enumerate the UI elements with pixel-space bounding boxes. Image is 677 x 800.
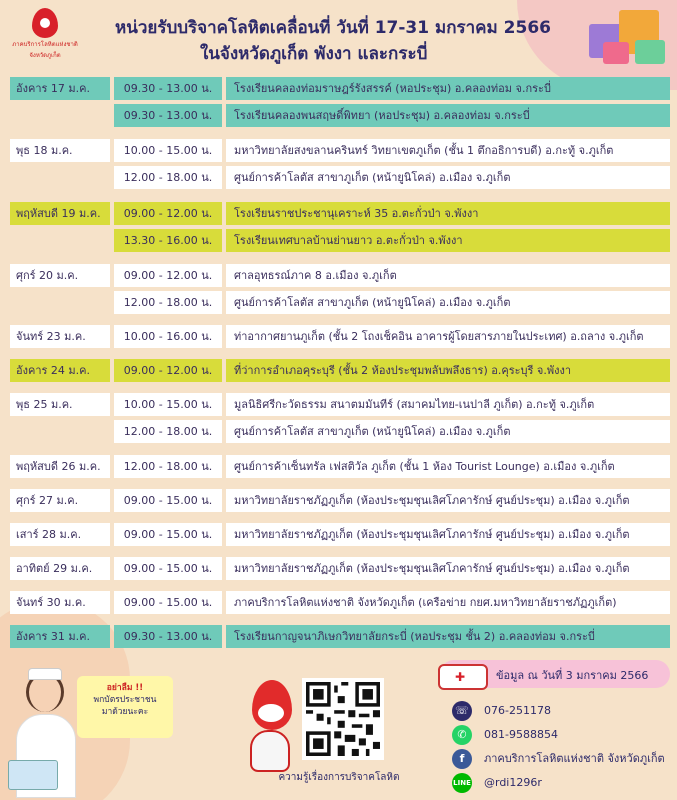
- schedule-place: ศูนย์การค้าโลตัส สาขาภูเก็ต (หน้ายูนิโคล่) อ.เมือง จ.ภูเก็ต: [226, 420, 670, 443]
- schedule-place: โรงเรียนกาญจนาภิเษกวิทยาลัยกระบี่ (หอประชุม ชั้น 2) อ.คลองท่อม จ.กระบี่: [226, 625, 670, 648]
- schedule-time: 09.30 - 13.00 น.: [114, 77, 222, 100]
- schedule-place: ที่ว่าการอำเภอคุระบุรี (ชั้น 2 ห้องประชุมพลับพลึงธาร) อ.คุระบุรี จ.พังงา: [226, 359, 670, 382]
- schedule-place: มูลนิธิศรีกะวัดธรรม สนาตมมันทีร์ (สมาคมไทย-เนปาลี ภูเก็ต) อ.กะทู้ จ.ภูเก็ต: [226, 393, 670, 416]
- schedule-day: ศุกร์ 20 ม.ค.: [10, 264, 110, 287]
- schedule-place: โรงเรียนคลองพนสฤษดิ์พิทยา (หอประชุม) อ.คลองท่อม จ.กระบี่: [226, 104, 670, 127]
- schedule-day: อาทิตย์ 29 ม.ค.: [10, 557, 110, 580]
- schedule-place: ศูนย์การค้าเซ็นทรัล เฟสติวัล ภูเก็ต (ชั้น 1 ห้อง Tourist Lounge) อ.เมือง จ.ภูเก็ต: [226, 455, 670, 478]
- schedule-day: [10, 291, 110, 314]
- contact-line[interactable]: [452, 772, 542, 794]
- schedule-row: [10, 229, 670, 252]
- schedule-row: [10, 291, 670, 314]
- schedule-place: โรงเรียนเทศบาลบ้านย่านยาว อ.ตะกั่วป่า จ.พังงา: [226, 229, 670, 252]
- schedule-time: 09.30 - 13.00 น.: [114, 625, 222, 648]
- schedule-row: [10, 202, 670, 225]
- schedule-time: 12.00 - 18.00 น.: [114, 420, 222, 443]
- contact-whatsapp[interactable]: [452, 724, 558, 746]
- schedule-day: อังคาร 24 ม.ค.: [10, 359, 110, 382]
- schedule-time: 10.00 - 15.00 น.: [114, 393, 222, 416]
- schedule-time: 10.00 - 16.00 น.: [114, 325, 222, 348]
- page-title: หน่วยรับบริจาคโลหิตเคลื่อนที่ วันที่ 17-31 มกราคม 2566: [115, 18, 551, 38]
- schedule-row: [10, 455, 670, 478]
- schedule-row: [10, 625, 670, 648]
- schedule-time: 12.00 - 18.00 น.: [114, 166, 222, 189]
- schedule-place: โรงเรียนราชประชานุเคราะห์ 35 อ.ตะกั่วป่า จ.พังงา: [226, 202, 670, 225]
- qr-code-icon: [306, 682, 380, 756]
- schedule-day: [10, 229, 110, 252]
- reminder-text: พกบัตรประชาชน: [93, 695, 157, 705]
- schedule-place: มหาวิทยาลัยราชภัฏภูเก็ต (ห้องประชุมชุนเลิศโภคารักษ์ ศูนย์ประชุม) อ.เมือง จ.ภูเก็ต: [226, 557, 670, 580]
- contact-text: 081-9588854: [484, 728, 558, 741]
- schedule-day: จันทร์ 23 ม.ค.: [10, 325, 110, 348]
- schedule-time: 09.00 - 12.00 น.: [114, 202, 222, 225]
- schedule-time: 09.00 - 15.00 น.: [114, 591, 222, 614]
- schedule-row: [10, 104, 670, 127]
- page-subtitle: ในจังหวัดภูเก็ต พังงา และกระบี่: [200, 44, 428, 64]
- schedule-row: [10, 359, 670, 382]
- schedule-day: อังคาร 31 ม.ค.: [10, 625, 110, 648]
- qr-code[interactable]: [302, 678, 384, 760]
- schedule-place: ภาคบริการโลหิตแห่งชาติ จังหวัดภูเก็ต (เครือข่าย กยศ.มหาวิทยาลัยราชภัฏภูเก็ต): [226, 591, 670, 614]
- logo: [10, 8, 80, 68]
- schedule-time: 09.00 - 15.00 น.: [114, 523, 222, 546]
- schedule-row: [10, 264, 670, 287]
- schedule-place: ท่าอากาศยานภูเก็ต (ชั้น 2 โถงเช็คอิน อาคารผู้โดยสารภายในประเทศ) อ.ถลาง จ.ภูเก็ต: [226, 325, 670, 348]
- contact-facebook[interactable]: [452, 748, 665, 770]
- contact-phone[interactable]: [452, 700, 551, 722]
- schedule-row: [10, 325, 670, 348]
- header: [0, 0, 677, 72]
- logo-text: จังหวัดภูเก็ต: [29, 52, 61, 59]
- id-card-icon: [8, 760, 58, 790]
- schedule-row: [10, 393, 670, 416]
- logo-text: ภาคบริการโลหิตแห่งชาติ: [12, 41, 78, 48]
- schedule-time: 12.00 - 18.00 น.: [114, 291, 222, 314]
- schedule-day: พุธ 18 ม.ค.: [10, 139, 110, 162]
- schedule-day: [10, 420, 110, 443]
- blood-drop-icon: [32, 8, 58, 38]
- schedule-day: พฤหัสบดี 26 ม.ค.: [10, 455, 110, 478]
- contact-text: @rdi1296r: [484, 776, 542, 789]
- whatsapp-icon: ✆: [452, 725, 472, 745]
- facebook-icon: f: [452, 749, 472, 769]
- schedule-time: 10.00 - 15.00 น.: [114, 139, 222, 162]
- reminder-bubble: [77, 676, 173, 738]
- schedule-place: มหาวิทยาลัยราชภัฏภูเก็ต (ห้องประชุมชุนเลิศโภคารักษ์ ศูนย์ประชุม) อ.เมือง จ.ภูเก็ต: [226, 489, 670, 512]
- schedule-row: [10, 523, 670, 546]
- schedule-day: [10, 166, 110, 189]
- schedule-time: 09.00 - 15.00 น.: [114, 489, 222, 512]
- schedule-row: [10, 420, 670, 443]
- schedule-day: เสาร์ 28 ม.ค.: [10, 523, 110, 546]
- schedule-day: ศุกร์ 27 ม.ค.: [10, 489, 110, 512]
- info-date: ข้อมูล ณ วันที่ 3 มกราคม 2566: [496, 669, 649, 682]
- qr-caption: ความรู้เรื่องการบริจาคโลหิต: [278, 772, 400, 783]
- phone-icon: ☏: [452, 701, 472, 721]
- schedule-place: ศาลอุทธรณ์ภาค 8 อ.เมือง จ.ภูเก็ต: [226, 264, 670, 287]
- schedule-row: [10, 77, 670, 100]
- schedule-day: อังคาร 17 ม.ค.: [10, 77, 110, 100]
- gift-boxes-icon: [579, 2, 669, 68]
- schedule-place: โรงเรียนคลองท่อมราษฎร์รังสรรค์ (หอประชุม) อ.คลองท่อม จ.กระบี่: [226, 77, 670, 100]
- schedule-time: 09.00 - 15.00 น.: [114, 557, 222, 580]
- nurse-illustration: [8, 668, 80, 798]
- schedule-day: พุธ 25 ม.ค.: [10, 393, 110, 416]
- schedule-day: [10, 104, 110, 127]
- schedule-row: [10, 489, 670, 512]
- schedule-place: มหาวิทยาลัยสงขลานครินทร์ วิทยาเขตภูเก็ต (ชั้น 1 ตึกอธิการบดี) อ.กะทู้ จ.ภูเก็ต: [226, 139, 670, 162]
- schedule-time: 09.00 - 12.00 น.: [114, 264, 222, 287]
- contact-text: ภาคบริการโลหิตแห่งชาติ จังหวัดภูเก็ต: [484, 752, 665, 765]
- schedule-day: พฤหัสบดี 19 ม.ค.: [10, 202, 110, 225]
- reminder-text: มาด้วยนะคะ: [101, 707, 149, 717]
- schedule-row: [10, 139, 670, 162]
- reminder-heading: อย่าลืม !!: [106, 683, 144, 693]
- line-icon: LINE: [452, 773, 472, 793]
- schedule-day: จันทร์ 30 ม.ค.: [10, 591, 110, 614]
- schedule-row: [10, 591, 670, 614]
- blood-drop-mascot: [244, 680, 296, 780]
- schedule-time: 09.30 - 13.00 น.: [114, 104, 222, 127]
- contact-text: 076-251178: [484, 704, 551, 717]
- schedule-time: 12.00 - 18.00 น.: [114, 455, 222, 478]
- schedule-row: [10, 557, 670, 580]
- schedule-place: ศูนย์การค้าโลตัส สาขาภูเก็ต (หน้ายูนิโคล่) อ.เมือง จ.ภูเก็ต: [226, 166, 670, 189]
- ambulance-icon: ✚: [438, 664, 488, 690]
- schedule-row: [10, 166, 670, 189]
- schedule-time: 09.00 - 12.00 น.: [114, 359, 222, 382]
- schedule-place: มหาวิทยาลัยราชภัฏภูเก็ต (ห้องประชุมชุนเลิศโภคารักษ์ ศูนย์ประชุม) อ.เมือง จ.ภูเก็ต: [226, 523, 670, 546]
- schedule-time: 13.30 - 16.00 น.: [114, 229, 222, 252]
- schedule-place: ศูนย์การค้าโลตัส สาขาภูเก็ต (หน้ายูนิโคล่) อ.เมือง จ.ภูเก็ต: [226, 291, 670, 314]
